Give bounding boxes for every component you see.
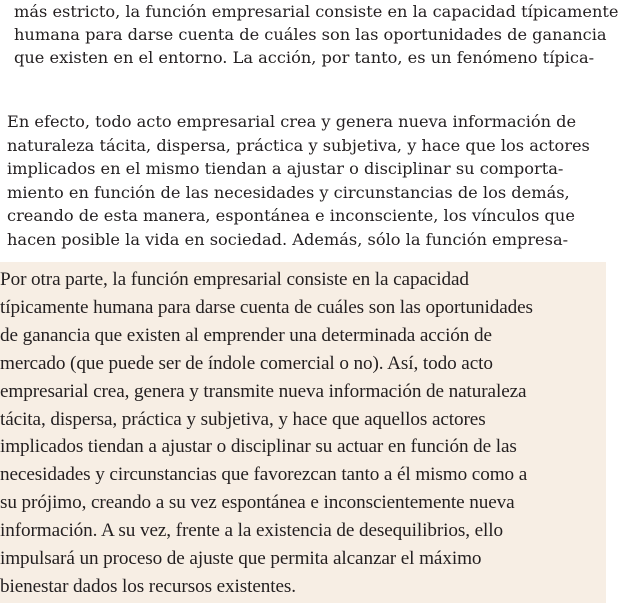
text-line: típicamente humana para darse cuenta de cuáles son las oportunidades: [0, 296, 533, 318]
text-line: información. A su vez, frente a la existencia de desequilibrios, ello: [0, 520, 504, 542]
text-line: implicados tiendan a ajustar o disciplinar su actuar en función de las: [0, 436, 517, 458]
text-line: hacen posible la vida en sociedad. Además, sólo la función empresa-: [7, 229, 569, 249]
text-line: necesidades y circunstancias que favorezcan tanto a él mismo como a: [0, 464, 528, 486]
book-paragraph-top: [14, 0, 618, 69]
text-line: impulsará un proceso de ajuste que permita alcanzar el máximo: [0, 548, 482, 570]
text-line: mercado (que puede ser de índole comercial o no). Así, todo acto: [0, 352, 493, 374]
text-line: bienestar dados los recursos existentes.: [0, 575, 296, 597]
text-line: de ganancia que existen al emprender una determinada acción de: [0, 324, 492, 346]
text-line: humana para darse cuenta de cuáles son las oportunidades de ganancia: [14, 25, 607, 44]
text-line: tácita, dispersa, práctica y subjetiva, y hace que aquellos actores: [0, 408, 486, 430]
text-line: que existen en el entorno. La acción, por tanto, es un fenómeno típica-: [14, 48, 595, 67]
text-line: naturaleza tácita, dispersa, práctica y subjetiva, y hace que los actores: [7, 135, 590, 155]
text-line: creando de esta manera, espontánea e inconsciente, los vínculos que: [7, 206, 575, 226]
book-paragraph-middle: [7, 110, 590, 252]
text-line: implicados en el mismo tiendan a ajustar o disciplinar su comporta-: [7, 159, 564, 179]
text-line: empresarial crea, genera y transmite nueva información de naturaleza: [0, 380, 527, 402]
text-line: miento en función de las necesidades y circunstancias de los demás,: [7, 182, 570, 202]
text-line: Por otra parte, la función empresarial consiste en la capacidad: [0, 269, 469, 290]
text-line: su prójimo, creando a su vez espontánea e inconscientemente nueva: [0, 492, 515, 514]
highlighted-paragraph: [0, 266, 533, 601]
text-line: más estricto, la función empresarial consiste en la capacidad típicamente: [14, 2, 619, 21]
text-line: En efecto, todo acto empresarial crea y genera nueva información de: [7, 112, 577, 131]
